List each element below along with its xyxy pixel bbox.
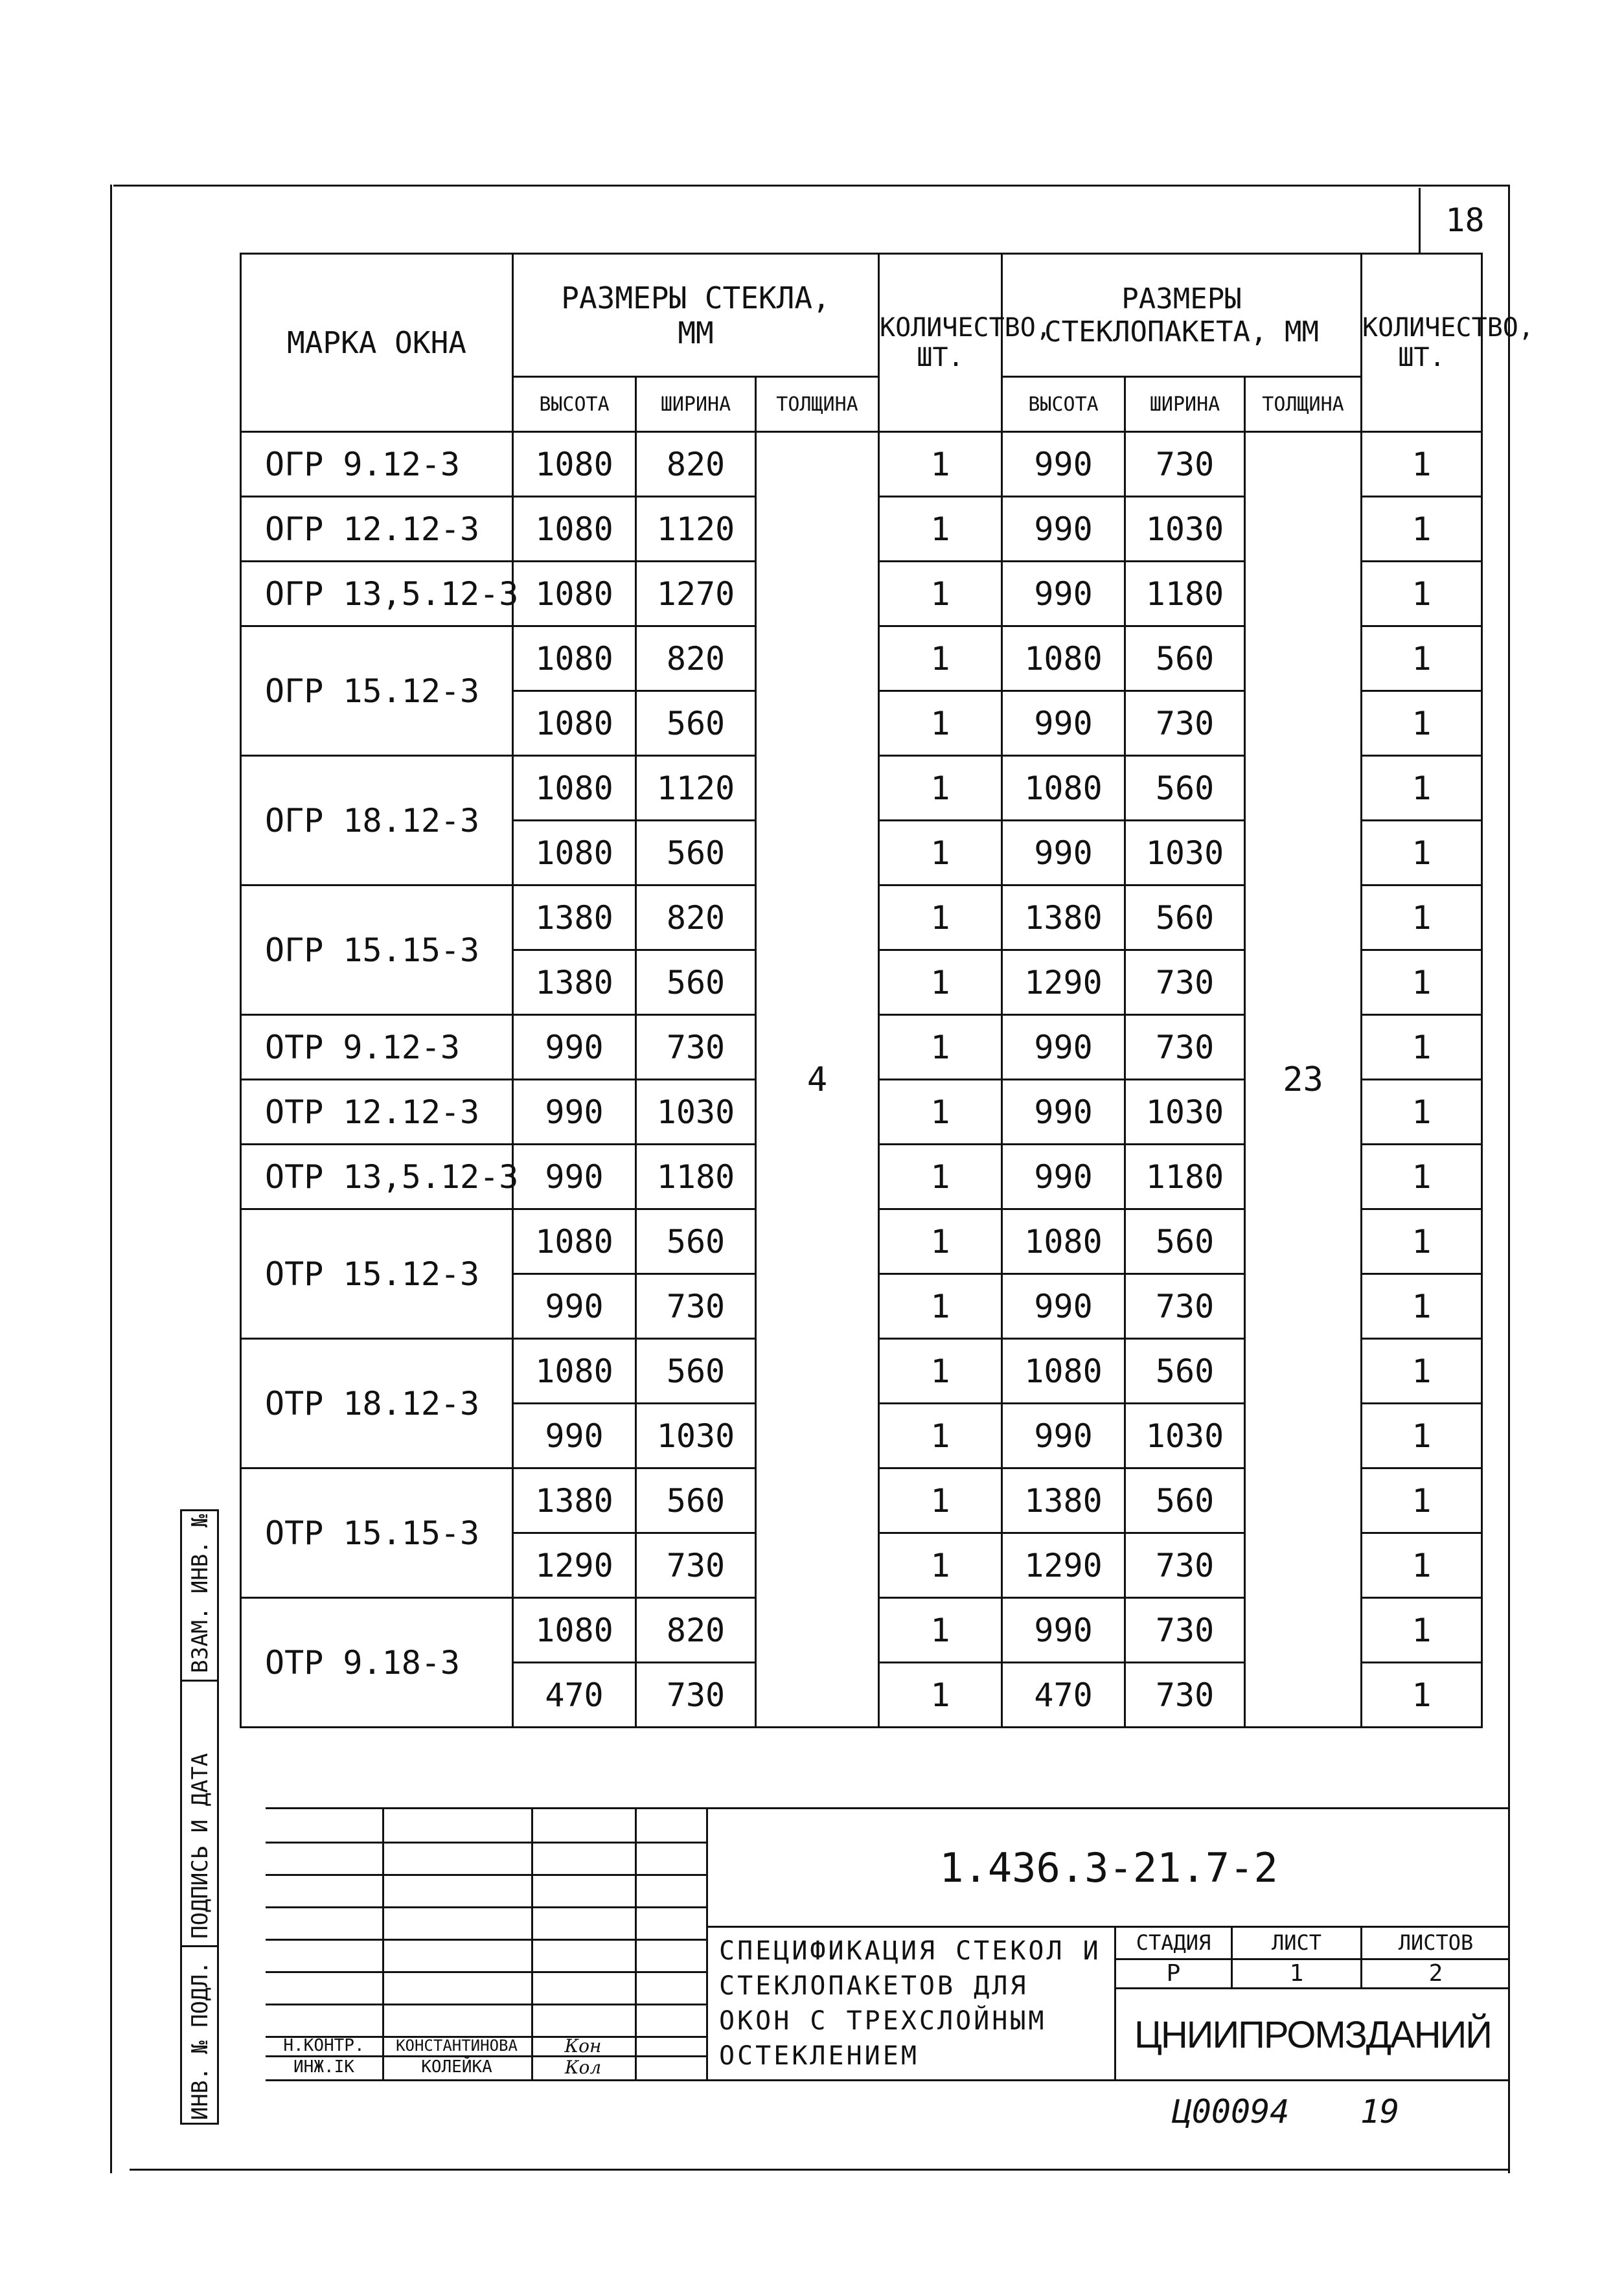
unit-width: 730 [1125, 1598, 1245, 1663]
sheet-number-box [1419, 188, 1509, 253]
stage-value: Р [1166, 1960, 1181, 1987]
unit-width: 730 [1125, 1274, 1245, 1339]
signature-2: Кол [564, 2056, 602, 2078]
glass-width: 560 [636, 1339, 756, 1404]
glass-height: 1380 [513, 1468, 636, 1533]
glass-quantity: 1 [879, 626, 1002, 691]
unit-height: 1290 [1002, 1533, 1125, 1598]
unit-width: 560 [1125, 1209, 1245, 1274]
header-qty-1: КОЛИЧЕСТВО, ШТ. [879, 254, 1002, 432]
stage-label: СТАДИЯ [1136, 1930, 1211, 1955]
window-mark: ОГР 13,5.12-3 [241, 562, 513, 626]
unit-quantity: 1 [1362, 691, 1482, 756]
spec-table [240, 253, 1534, 1728]
spec-body [241, 432, 1482, 1728]
unit-width: 1030 [1125, 497, 1245, 562]
signer-name-1: КОНСТАНТИНОВА [396, 2037, 518, 2055]
header-glass-sizes: РАЗМЕРЫ СТЕКЛА, ММ [513, 254, 879, 377]
unit-width: 730 [1125, 691, 1245, 756]
glass-height: 990 [513, 1145, 636, 1209]
unit-width: 560 [1125, 626, 1245, 691]
glass-quantity: 1 [879, 1339, 1002, 1404]
glass-width: 730 [636, 1533, 756, 1598]
unit-height: 1380 [1002, 885, 1125, 950]
sheets-value: 2 [1428, 1960, 1443, 1987]
unit-height: 1380 [1002, 1468, 1125, 1533]
sheet-label: ЛИСТ [1271, 1930, 1322, 1955]
unit-height: 470 [1002, 1663, 1125, 1728]
unit-quantity: 1 [1362, 1663, 1482, 1728]
unit-quantity: 1 [1362, 626, 1482, 691]
header-glass-height: ВЫСОТА [513, 377, 636, 432]
header-mark: МАРКА ОКНА [241, 254, 513, 432]
glass-quantity: 1 [879, 1663, 1002, 1728]
sheet-value: 1 [1289, 1960, 1304, 1987]
glass-width: 560 [636, 1468, 756, 1533]
glass-quantity: 1 [879, 1598, 1002, 1663]
unit-height: 990 [1002, 691, 1125, 756]
window-mark: ОТР 18.12-3 [241, 1339, 513, 1468]
table-row [241, 432, 1482, 497]
glass-height: 1290 [513, 1533, 636, 1598]
glass-width: 1180 [636, 1145, 756, 1209]
glass-quantity: 1 [879, 1468, 1002, 1533]
glass-height: 1080 [513, 1598, 636, 1663]
unit-quantity: 1 [1362, 885, 1482, 950]
unit-width: 1030 [1125, 1080, 1245, 1145]
footer-code: Ц00094 [1172, 2093, 1290, 2130]
glass-quantity: 1 [879, 1274, 1002, 1339]
unit-height: 990 [1002, 1404, 1125, 1468]
unit-quantity: 1 [1362, 1598, 1482, 1663]
glass-quantity: 1 [879, 756, 1002, 821]
glass-height: 1080 [513, 432, 636, 497]
window-mark: ОГР 15.15-3 [241, 885, 513, 1015]
unit-width: 730 [1125, 1663, 1245, 1728]
unit-height: 990 [1002, 562, 1125, 626]
window-mark: ОТР 9.12-3 [241, 1015, 513, 1080]
glass-width: 560 [636, 691, 756, 756]
glass-height: 1080 [513, 497, 636, 562]
glass-width: 1030 [636, 1080, 756, 1145]
glass-quantity: 1 [879, 432, 1002, 497]
glass-height: 1080 [513, 821, 636, 885]
glass-quantity: 1 [879, 1533, 1002, 1598]
glass-quantity: 1 [879, 562, 1002, 626]
footer-page: 19 [1360, 2093, 1400, 2130]
window-mark: ОТР 12.12-3 [241, 1080, 513, 1145]
window-mark: ОГР 18.12-3 [241, 756, 513, 885]
unit-width: 730 [1125, 432, 1245, 497]
unit-width: 560 [1125, 885, 1245, 950]
glass-quantity: 1 [879, 821, 1002, 885]
unit-width: 730 [1125, 950, 1245, 1015]
glass-width: 820 [636, 432, 756, 497]
glass-width: 560 [636, 821, 756, 885]
window-mark: ОГР 12.12-3 [241, 497, 513, 562]
top-frame-line [113, 185, 1509, 187]
unit-height: 990 [1002, 432, 1125, 497]
window-mark: ОТР 9.18-3 [241, 1598, 513, 1728]
sheet-number: 18 [1445, 201, 1485, 239]
signature-1: Кон [564, 2035, 602, 2057]
glass-height: 470 [513, 1663, 636, 1728]
unit-quantity: 1 [1362, 1015, 1482, 1080]
sidebar-vzam-inv: ВЗАМ. ИНВ. № [187, 1514, 213, 1673]
unit-quantity: 1 [1362, 1468, 1482, 1533]
window-mark: ОГР 15.12-3 [241, 626, 513, 756]
unit-quantity: 1 [1362, 1209, 1482, 1274]
unit-width: 560 [1125, 1339, 1245, 1404]
header-glass-thickness: ТОЛЩИНА [756, 377, 879, 432]
unit-height: 1080 [1002, 1339, 1125, 1404]
header-glass-width: ШИРИНА [636, 377, 756, 432]
signer-role-2: ИНЖ.IК [293, 2057, 354, 2077]
unit-thickness: 23 [1245, 432, 1362, 1728]
glass-quantity: 1 [879, 950, 1002, 1015]
bottom-frame-line [130, 2169, 1509, 2171]
glass-height: 1080 [513, 1339, 636, 1404]
glass-height: 1080 [513, 1209, 636, 1274]
window-mark: ОГР 9.12-3 [241, 432, 513, 497]
glass-quantity: 1 [879, 1145, 1002, 1209]
unit-quantity: 1 [1362, 1404, 1482, 1468]
glass-height: 1080 [513, 626, 636, 691]
glass-quantity: 1 [879, 497, 1002, 562]
unit-quantity: 1 [1362, 1274, 1482, 1339]
glass-height: 990 [513, 1080, 636, 1145]
unit-width: 730 [1125, 1015, 1245, 1080]
glass-height: 1380 [513, 885, 636, 950]
unit-height: 1080 [1002, 626, 1125, 691]
unit-height: 990 [1002, 497, 1125, 562]
glass-height: 990 [513, 1274, 636, 1339]
unit-width: 1030 [1125, 821, 1245, 885]
glass-width: 1270 [636, 562, 756, 626]
glass-width: 730 [636, 1015, 756, 1080]
glass-width: 730 [636, 1663, 756, 1728]
unit-width: 560 [1125, 1468, 1245, 1533]
glass-thickness: 4 [756, 432, 879, 1728]
left-stamp [180, 1509, 219, 2125]
unit-quantity: 1 [1362, 497, 1482, 562]
window-mark: ОТР 15.15-3 [241, 1468, 513, 1598]
unit-quantity: 1 [1362, 562, 1482, 626]
header-unit-sizes: РАЗМЕРЫ СТЕКЛОПАКЕТА, ММ [1002, 254, 1362, 377]
unit-width: 560 [1125, 756, 1245, 821]
unit-height: 990 [1002, 821, 1125, 885]
document-title: СПЕЦИФИКАЦИЯ СТЕКОЛ И СТЕКЛОПАКЕТОВ ДЛЯ ОКОН С ТРЕХСЛОЙНЫМ ОСТЕКЛЕНИЕМ [719, 1936, 1101, 2071]
glass-height: 990 [513, 1015, 636, 1080]
sidebar-sign-date: ПОДПИСЬ И ДАТА [187, 1753, 213, 1939]
unit-quantity: 1 [1362, 1145, 1482, 1209]
unit-quantity: 1 [1362, 950, 1482, 1015]
unit-height: 990 [1002, 1145, 1125, 1209]
glass-height: 1080 [513, 756, 636, 821]
window-mark: ОТР 13,5.12-3 [241, 1145, 513, 1209]
unit-quantity: 1 [1362, 432, 1482, 497]
unit-height: 1290 [1002, 950, 1125, 1015]
glass-quantity: 1 [879, 1080, 1002, 1145]
header-qty-2: КОЛИЧЕСТВО, ШТ. [1362, 254, 1482, 432]
glass-width: 1030 [636, 1404, 756, 1468]
glass-width: 1120 [636, 756, 756, 821]
left-frame-line [110, 185, 112, 2173]
glass-height: 1080 [513, 691, 636, 756]
unit-height: 990 [1002, 1274, 1125, 1339]
glass-width: 730 [636, 1274, 756, 1339]
document-code: 1.436.3-21.7-2 [939, 1844, 1278, 1891]
unit-width: 1180 [1125, 562, 1245, 626]
glass-height: 1380 [513, 950, 636, 1015]
organization-name: ЦНИИПРОМЗДАНИЙ [1134, 2013, 1491, 2056]
window-mark: ОТР 15.12-3 [241, 1209, 513, 1339]
unit-height: 1080 [1002, 1209, 1125, 1274]
signature-grid [266, 1809, 706, 2081]
glass-quantity: 1 [879, 1015, 1002, 1080]
header-unit-height: ВЫСОТА [1002, 377, 1125, 432]
unit-height: 990 [1002, 1598, 1125, 1663]
unit-width: 730 [1125, 1533, 1245, 1598]
unit-height: 990 [1002, 1015, 1125, 1080]
glass-width: 820 [636, 1598, 756, 1663]
glass-height: 1080 [513, 562, 636, 626]
unit-width: 1030 [1125, 1404, 1245, 1468]
signer-role-1: Н.КОНТР. [283, 2036, 365, 2055]
unit-quantity: 1 [1362, 1080, 1482, 1145]
unit-height: 1080 [1002, 756, 1125, 821]
title-block [266, 1807, 1509, 2079]
header-unit-thickness: ТОЛЩИНА [1245, 377, 1362, 432]
unit-quantity: 1 [1362, 1533, 1482, 1598]
glass-height: 990 [513, 1404, 636, 1468]
glass-quantity: 1 [879, 691, 1002, 756]
header-unit-width: ШИРИНА [1125, 377, 1245, 432]
sheets-label: ЛИСТОВ [1398, 1930, 1474, 1955]
sidebar-inv-podl: ИНВ. № ПОДЛ. [187, 1961, 213, 2120]
unit-width: 1180 [1125, 1145, 1245, 1209]
unit-quantity: 1 [1362, 821, 1482, 885]
unit-quantity: 1 [1362, 1339, 1482, 1404]
glass-width: 560 [636, 950, 756, 1015]
unit-quantity: 1 [1362, 756, 1482, 821]
signer-name-2: КОЛЕЙКА [421, 2057, 492, 2077]
glass-quantity: 1 [879, 1209, 1002, 1274]
glass-width: 560 [636, 1209, 756, 1274]
glass-quantity: 1 [879, 1404, 1002, 1468]
glass-width: 1120 [636, 497, 756, 562]
glass-quantity: 1 [879, 885, 1002, 950]
glass-width: 820 [636, 626, 756, 691]
unit-height: 990 [1002, 1080, 1125, 1145]
glass-width: 820 [636, 885, 756, 950]
